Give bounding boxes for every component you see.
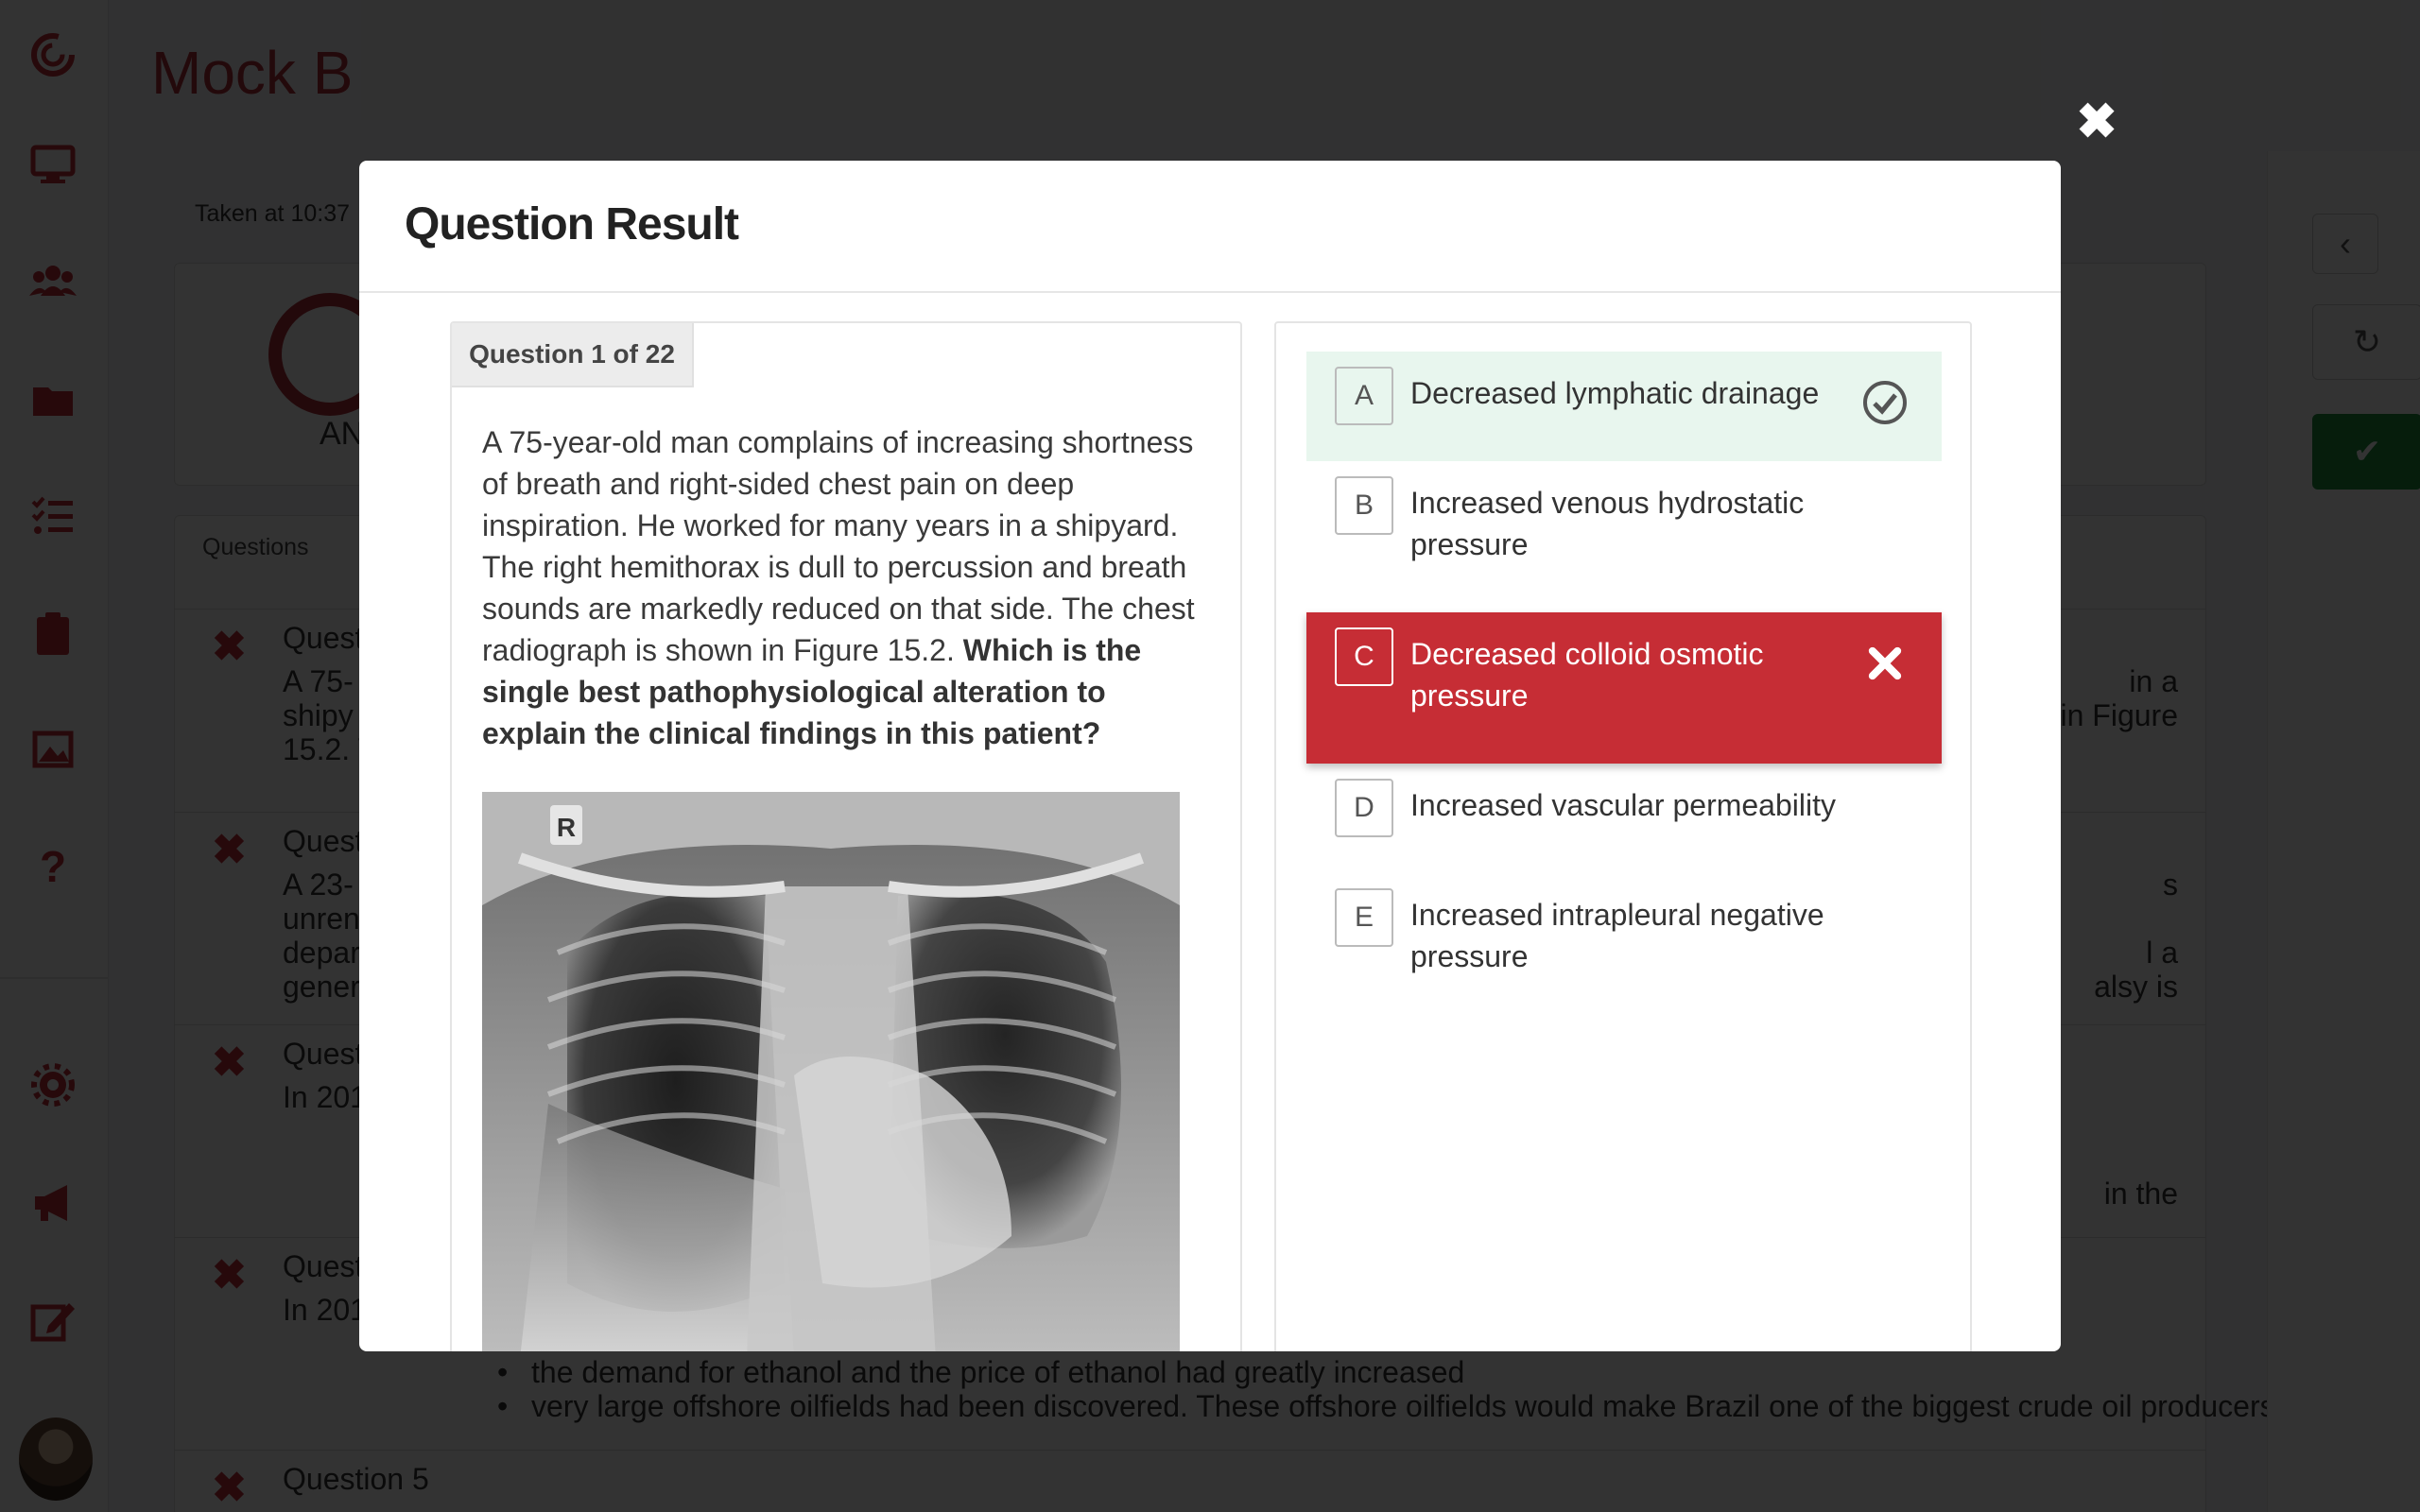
- answer-text: Decreased colloid osmotic pressure: [1410, 637, 1764, 713]
- question-card: [450, 321, 1242, 1351]
- answer-option-a[interactable]: [1306, 352, 1942, 461]
- answer-option-c[interactable]: [1306, 612, 1942, 764]
- chest-xray-image: [482, 792, 1180, 1351]
- question-counter: Question 1 of 22: [452, 323, 694, 387]
- answer-letter: D: [1335, 779, 1393, 837]
- answer-text: Increased venous hydrostatic pressure: [1410, 486, 1805, 561]
- answer-letter: A: [1335, 367, 1393, 425]
- wrong-x-icon: [1857, 635, 1913, 692]
- answer-text: Increased vascular permeability: [1410, 788, 1836, 822]
- question-text: [482, 421, 1201, 754]
- next-question-button[interactable]: [2019, 751, 2057, 808]
- answer-option-d[interactable]: [1306, 764, 1942, 873]
- modal-header: [359, 161, 2061, 293]
- chevron-right-icon: [2026, 759, 2050, 800]
- answer-text: Decreased lymphatic drainage: [1410, 376, 1820, 410]
- question-prompt: Which is the single best pathophysiological alteration to explain the clinical findings in this patient?: [482, 633, 1142, 750]
- answer-text: Increased intrapleural negative pressure: [1410, 898, 1824, 973]
- modal-title: Question Result: [405, 199, 739, 249]
- question-result-modal: [359, 161, 2061, 1351]
- xray-graphic: [482, 792, 1180, 1351]
- xray-side-marker: R: [556, 813, 577, 842]
- close-icon[interactable]: ✖: [2076, 94, 2118, 149]
- answer-option-e[interactable]: [1306, 873, 1942, 1024]
- answer-letter: B: [1335, 476, 1393, 535]
- answer-letter: E: [1335, 888, 1393, 947]
- correct-check-icon: [1857, 374, 1913, 431]
- question-stem: A 75-year-old man complains of increasing shortness of breath and right-sided chest pain on deep inspiration. He worked for many years in a shipyard. The right hemithorax is dull to percussion and breath sounds are markedly reduced on that side. The chest radiograph is shown in Figure 15.2.: [482, 425, 1195, 667]
- answers-card: [1274, 321, 1972, 1351]
- answer-option-b[interactable]: [1306, 461, 1942, 612]
- answer-letter: C: [1335, 627, 1393, 686]
